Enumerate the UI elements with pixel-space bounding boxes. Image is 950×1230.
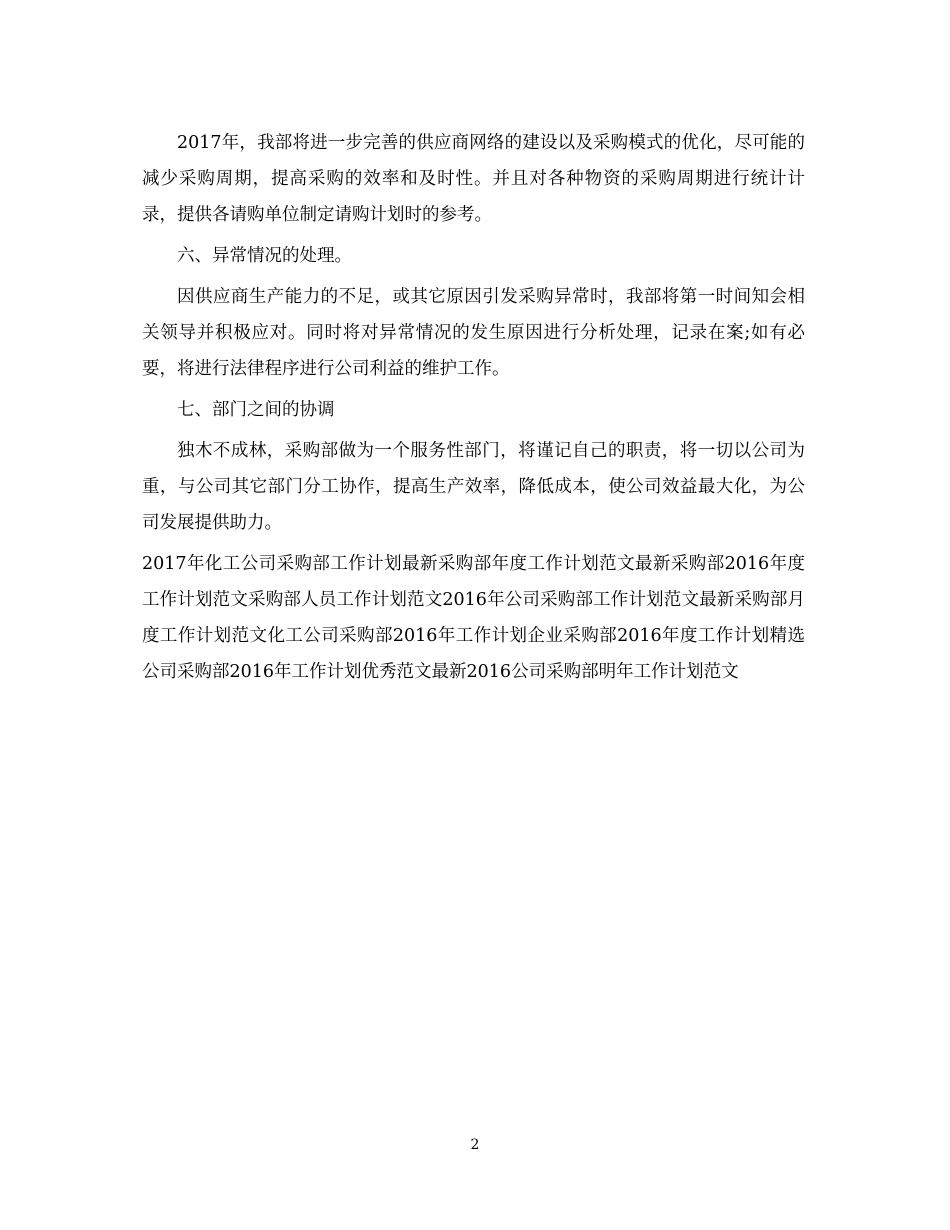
related-articles-text: 2017年化工公司采购部工作计划最新采购部年度工作计划范文最新采购部2016年度工作计划范文采购部人员工作计划范文2016年公司采购部工作计划范文最新采购部月度工作计划范文化工公司采购部2016年工作计划企业采购部2016年度工作计划精选公司采购部2016年工作计划优秀范文最新2016公司采购部明年工作计划范文 — [142, 554, 805, 682]
paragraph-department-coordination: 独木不成林，采购部做为一个服务性部门，将谨记自己的职责，将一切以公司为重，与公司其它部门分工协作，提高生产效率，降低成本，使公司效益最大化，为公司发展提供助力。 — [142, 441, 805, 533]
paragraph-exception-handling: 因供应商生产能力的不足，或其它原因引发采购异常时，我部将第一时间知会相关领导并积极应对。同时将对异常情况的发生原因进行分析处理，记录在案;如有必要，将进行法律程序进行公司利益的维护工作。 — [142, 287, 805, 379]
heading-exception-handling: 六、异常情况的处理。 — [177, 246, 352, 266]
paragraph-plan-2017: 2017年，我部将进一步完善的供应商网络的建设以及采购模式的优化，尽可能的减少采购周期，提高采购的效率和及时性。并且对各种物资的采购周期进行统计计录，提供各请购单位制定请购计划时的参考。 — [142, 133, 805, 225]
page-number: 2 — [470, 1137, 480, 1153]
heading-department-coordination: 七、部门之间的协调 — [177, 400, 335, 420]
document-body — [142, 125, 805, 695]
